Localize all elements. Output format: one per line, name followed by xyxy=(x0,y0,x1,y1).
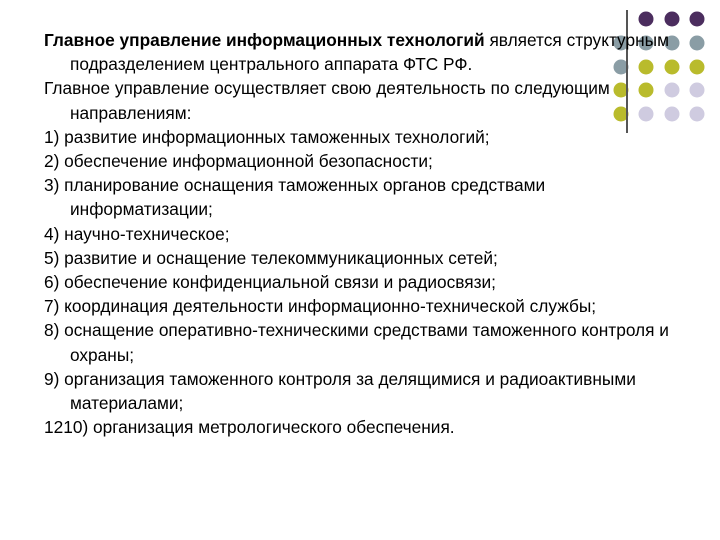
list-item: 5) развитие и оснащение телекоммуникационных сетей; xyxy=(44,247,498,268)
decorative-dot xyxy=(690,36,705,51)
decorative-dot xyxy=(665,12,680,27)
list-item: 4) научно-техническое; xyxy=(44,223,230,244)
intro-paragraph xyxy=(44,28,684,76)
decorative-dot xyxy=(690,12,705,27)
list-item: 6) обеспечение конфиденциальной связи и радиосвязи; xyxy=(44,272,496,293)
decorative-dot xyxy=(690,60,705,75)
slide-body xyxy=(44,28,684,439)
decorative-dot xyxy=(639,12,654,27)
lead-paragraph: Главное управление осуществляет свою деятельность по следующим направлениям: xyxy=(44,78,610,123)
list-item: 7) координация деятельности информационно-технической службы; xyxy=(44,296,597,317)
list-item: 9) организация таможенного контроля за делящимися и радиоактивными материалами; xyxy=(44,368,636,414)
list-item: 2) обеспечение информационной безопасности; xyxy=(44,151,433,172)
list-item: 3) планирование оснащения таможенных органов средствами информатизации; xyxy=(44,175,546,220)
list-item: 8) оснащение оперативно-техническими средствами таможенного контроля и охраны; xyxy=(44,320,669,365)
decorative-dot xyxy=(690,107,705,122)
list-item: 1) развитие информационных таможенных технологий; xyxy=(44,126,490,147)
list-item: 1210) организация метрологического обеспечения. xyxy=(44,417,455,438)
department-name: Главное управление информационных технологий xyxy=(44,30,485,50)
intro-text: является структурным подразделением центрального аппарата ФТС РФ. xyxy=(70,30,669,75)
decorative-dot xyxy=(690,83,705,98)
